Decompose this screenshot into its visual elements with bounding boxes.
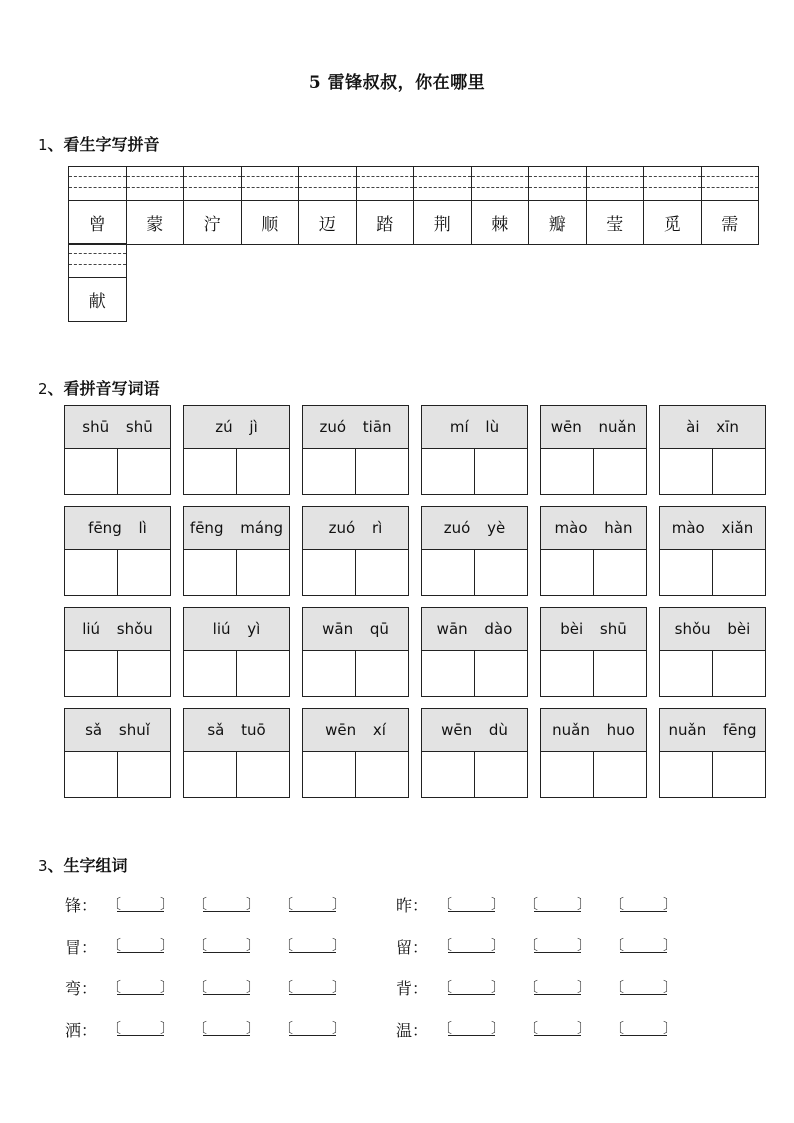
char-write-box[interactable] [303,449,356,495]
word-pinyin: wēn dù [422,709,527,752]
close-bracket: 〕 [491,896,505,913]
answer-blank[interactable] [438,895,505,915]
word-pinyin: fēng máng [184,507,289,550]
word-pinyin: shū shū [65,406,170,449]
section1-heading-text: 、看生字写拼音 [47,135,160,154]
close-bracket: 〕 [332,1021,346,1037]
answer-line [203,994,250,995]
word-formation-line [65,893,365,916]
word-box [421,708,528,798]
answer-line [620,1035,667,1036]
word-box [659,708,766,798]
word-box [659,506,766,596]
char-write-box[interactable] [713,651,765,697]
answer-line [534,994,581,995]
word-pinyin: nuǎn huo [541,709,646,752]
word-box [302,607,409,697]
word-box [540,607,647,697]
word-formation-line [396,893,696,916]
word-pinyin: zú jì [184,406,289,449]
char-write-box[interactable] [237,752,289,798]
open-bracket: 〔 [107,896,121,913]
answer-blank[interactable] [610,978,677,998]
word-write-area [184,651,289,697]
word-pinyin: ài xīn [660,406,765,449]
section1-heading [38,132,160,155]
word-writing-grid [64,405,766,798]
close-bracket: 〕 [491,1021,505,1037]
close-bracket: 〕 [663,1021,677,1037]
char-write-box[interactable] [660,651,713,697]
close-bracket: 〕 [160,896,174,913]
open-bracket: 〔 [107,1021,121,1037]
pinyin-grid-row-2 [68,243,127,322]
char-write-box[interactable] [475,752,527,798]
pinyin-grid-row-1 [68,166,759,245]
answer-line [289,911,336,912]
answer-blank[interactable] [193,978,260,998]
answer-line [289,1035,336,1036]
word-write-area [184,550,289,596]
open-bracket: 〔 [610,938,624,954]
open-bracket: 〔 [193,1021,207,1037]
pinyin-write-lines[interactable] [299,167,356,201]
char-write-box[interactable] [356,752,408,798]
answer-line [448,911,495,912]
char-write-box[interactable] [660,752,713,798]
char-cell [68,166,127,245]
answer-blank[interactable] [524,895,591,915]
char-write-box[interactable] [65,449,118,495]
close-bracket: 〕 [663,938,677,954]
char-write-box[interactable] [422,449,475,495]
word-pinyin: shǒu bèi [660,608,765,651]
word-pinyin: wēn xí [303,709,408,752]
word-pinyin: liú shǒu [65,608,170,651]
close-bracket: 〕 [577,938,591,954]
section3-number: 3 [38,857,48,875]
answer-blank[interactable] [524,1019,591,1039]
pinyin-write-lines[interactable] [644,167,701,201]
character: 泞 [203,215,221,235]
char-write-box[interactable] [422,550,475,596]
pinyin-write-lines[interactable] [242,167,299,201]
character: 曾 [88,215,106,235]
open-bracket: 〔 [193,979,207,996]
character: 踏 [376,215,394,235]
character: 献 [88,292,106,312]
target-character: 锋： [65,896,98,915]
answer-blank[interactable] [610,1019,677,1039]
word-pinyin: nuǎn fēng [660,709,765,752]
open-bracket: 〔 [524,1021,538,1037]
word-box [64,708,171,798]
word-box [540,708,647,798]
open-bracket: 〔 [438,979,452,996]
close-bracket: 〕 [246,896,260,913]
answer-blank[interactable] [524,936,591,956]
pinyin-write-lines[interactable] [69,167,126,201]
word-write-area [660,752,765,798]
open-bracket: 〔 [279,979,293,996]
char-write-box[interactable] [303,651,356,697]
word-formation-line [65,935,365,958]
char-cell [586,166,645,245]
pinyin-write-lines[interactable] [702,167,759,201]
answer-line [117,994,164,995]
answer-line [448,1035,495,1036]
word-pinyin: liú yì [184,608,289,651]
word-box [64,405,171,495]
word-pinyin: zuó yè [422,507,527,550]
answer-line [620,911,667,912]
word-write-area [422,550,527,596]
open-bracket: 〔 [107,938,121,954]
char-write-box[interactable] [303,752,356,798]
word-write-area [660,550,765,596]
word-write-area [660,449,765,495]
answer-line [203,952,250,953]
char-write-box[interactable] [356,651,408,697]
answer-line [289,994,336,995]
answer-blank[interactable] [279,1019,346,1039]
word-write-area [303,752,408,798]
answer-blank[interactable] [438,1019,505,1039]
section1-number: 1 [38,136,48,154]
word-box [302,708,409,798]
character: 顺 [261,215,279,235]
close-bracket: 〕 [160,979,174,996]
section3-heading-text: 、生字组词 [47,856,128,875]
answer-line [534,1035,581,1036]
char-cell [183,166,242,245]
target-character: 冒： [65,937,98,957]
char-cell [471,166,530,245]
char-write-box[interactable] [65,550,118,596]
word-write-area [541,651,646,697]
close-bracket: 〕 [160,1021,174,1037]
target-character: 昨： [396,896,429,915]
answer-blank[interactable] [107,1019,174,1039]
answer-blank[interactable] [193,936,260,956]
word-formation-line [396,976,696,999]
word-write-area [422,651,527,697]
word-box [183,708,290,798]
word-box [302,405,409,495]
word-write-area [303,550,408,596]
char-cell [413,166,472,245]
pinyin-write-lines[interactable] [184,167,241,201]
word-box [540,405,647,495]
target-character: 温： [396,1020,429,1040]
answer-blank[interactable] [610,936,677,956]
answer-line [203,911,250,912]
page-title: 5 雷锋叔叔，你在哪里 [308,73,486,93]
open-bracket: 〔 [279,1021,293,1037]
word-pinyin: wān qū [303,608,408,651]
answer-blank[interactable] [193,1019,260,1039]
char-write-box[interactable] [237,550,289,596]
word-box [659,405,766,495]
open-bracket: 〔 [610,896,624,913]
word-write-area [541,550,646,596]
answer-blank[interactable] [438,978,505,998]
target-character: 背： [396,979,429,998]
answer-line [448,994,495,995]
char-write-box[interactable] [184,449,237,495]
open-bracket: 〔 [524,896,538,913]
word-pinyin: mào xiǎn [660,507,765,550]
char-cell [241,166,300,245]
char-write-box[interactable] [660,449,713,495]
char-write-box[interactable] [541,550,594,596]
word-pinyin: fēng lì [65,507,170,550]
target-character: 留： [396,937,429,957]
word-write-area [65,449,170,495]
section2-number: 2 [38,380,48,398]
word-write-area [303,651,408,697]
char-write-box[interactable] [184,752,237,798]
close-bracket: 〕 [160,938,174,954]
word-write-area [303,449,408,495]
char-write-box[interactable] [303,550,356,596]
pinyin-write-lines[interactable] [127,167,184,201]
char-write-box[interactable] [660,550,713,596]
close-bracket: 〕 [246,938,260,954]
close-bracket: 〕 [491,938,505,954]
char-write-box[interactable] [475,449,527,495]
word-write-area [422,752,527,798]
word-box [64,506,171,596]
section2-heading [38,376,160,399]
word-write-area [541,752,646,798]
word-box [540,506,647,596]
word-box [183,405,290,495]
char-write-box[interactable] [65,752,118,798]
char-write-box[interactable] [475,550,527,596]
section2-heading-text: 、看拼音写词语 [47,379,160,398]
word-write-area [660,651,765,697]
char-cell [126,166,185,245]
close-bracket: 〕 [332,896,346,913]
answer-blank[interactable] [279,978,346,998]
character: 荆 [433,215,451,235]
char-write-box[interactable] [475,651,527,697]
character: 莹 [606,215,624,235]
word-formation-line [396,1018,696,1041]
target-character: 弯： [65,979,98,998]
char-cell [68,243,127,322]
char-write-box[interactable] [118,550,170,596]
char-write-box[interactable] [713,550,765,596]
close-bracket: 〕 [577,896,591,913]
word-box [421,607,528,697]
answer-blank[interactable] [524,978,591,998]
character: 觅 [663,215,681,235]
char-cell [356,166,415,245]
target-character: 洒： [65,1020,98,1040]
section3-heading [38,853,128,876]
char-write-box[interactable] [237,449,289,495]
answer-blank[interactable] [107,936,174,956]
word-write-area [65,651,170,697]
char-cell [298,166,357,245]
answer-blank[interactable] [438,936,505,956]
char-write-box[interactable] [594,752,646,798]
char-write-box[interactable] [184,651,237,697]
character: 瓣 [548,215,566,235]
open-bracket: 〔 [438,896,452,913]
close-bracket: 〕 [332,938,346,954]
char-write-box[interactable] [713,752,765,798]
char-write-box[interactable] [594,651,646,697]
close-bracket: 〕 [491,979,505,996]
char-write-box[interactable] [237,651,289,697]
pinyin-write-lines[interactable] [414,167,471,201]
char-cell [643,166,702,245]
answer-line [203,1035,250,1036]
word-write-area [184,449,289,495]
word-formation-line [65,1018,365,1041]
close-bracket: 〕 [577,979,591,996]
word-box [64,607,171,697]
char-write-box[interactable] [118,449,170,495]
close-bracket: 〕 [577,1021,591,1037]
word-pinyin: zuó rì [303,507,408,550]
open-bracket: 〔 [524,979,538,996]
word-write-area [541,449,646,495]
char-write-box[interactable] [541,752,594,798]
word-pinyin: wān dào [422,608,527,651]
answer-line [117,1035,164,1036]
answer-blank[interactable] [610,895,677,915]
answer-line [448,952,495,953]
close-bracket: 〕 [246,1021,260,1037]
character: 棘 [491,215,509,235]
pinyin-write-lines[interactable] [472,167,529,201]
char-write-box[interactable] [184,550,237,596]
open-bracket: 〔 [610,979,624,996]
character: 迈 [318,215,336,235]
char-write-box[interactable] [713,449,765,495]
word-formation-line [396,935,696,958]
char-write-box[interactable] [594,449,646,495]
char-write-box[interactable] [356,550,408,596]
close-bracket: 〕 [663,979,677,996]
pinyin-write-lines[interactable] [69,244,126,278]
word-pinyin: zuó tiān [303,406,408,449]
answer-line [117,911,164,912]
open-bracket: 〔 [438,938,452,954]
close-bracket: 〕 [246,979,260,996]
answer-line [534,952,581,953]
word-formation-line [65,976,365,999]
answer-blank[interactable] [279,936,346,956]
pinyin-write-lines[interactable] [357,167,414,201]
answer-line [620,952,667,953]
word-pinyin: sǎ shuǐ [65,709,170,752]
open-bracket: 〔 [524,938,538,954]
open-bracket: 〔 [279,938,293,954]
character: 需 [721,215,739,235]
answer-line [534,911,581,912]
word-box [421,405,528,495]
pinyin-write-lines[interactable] [587,167,644,201]
answer-blank[interactable] [107,978,174,998]
word-pinyin: mào hàn [541,507,646,550]
close-bracket: 〕 [332,979,346,996]
char-write-box[interactable] [541,651,594,697]
word-pinyin: wēn nuǎn [541,406,646,449]
word-write-area [184,752,289,798]
char-cell [528,166,587,245]
word-box [183,607,290,697]
word-box [421,506,528,596]
word-write-area [65,550,170,596]
open-bracket: 〔 [193,938,207,954]
word-write-area [65,752,170,798]
word-box [302,506,409,596]
answer-blank[interactable] [107,895,174,915]
close-bracket: 〕 [663,896,677,913]
word-box [183,506,290,596]
open-bracket: 〔 [438,1021,452,1037]
open-bracket: 〔 [193,896,207,913]
open-bracket: 〔 [107,979,121,996]
char-write-box[interactable] [422,752,475,798]
character: 蒙 [146,215,164,235]
answer-blank[interactable] [279,895,346,915]
char-write-box[interactable] [118,651,170,697]
open-bracket: 〔 [279,896,293,913]
answer-blank[interactable] [193,895,260,915]
char-write-box[interactable] [422,651,475,697]
pinyin-write-lines[interactable] [529,167,586,201]
char-write-box[interactable] [594,550,646,596]
char-write-box[interactable] [541,449,594,495]
answer-line [620,994,667,995]
open-bracket: 〔 [610,1021,624,1037]
word-pinyin: sǎ tuō [184,709,289,752]
char-cell [701,166,760,245]
char-write-box[interactable] [65,651,118,697]
word-box [659,607,766,697]
word-write-area [422,449,527,495]
char-write-box[interactable] [118,752,170,798]
answer-line [117,952,164,953]
char-write-box[interactable] [356,449,408,495]
word-pinyin: bèi shū [541,608,646,651]
answer-line [289,952,336,953]
word-pinyin: mí lù [422,406,527,449]
